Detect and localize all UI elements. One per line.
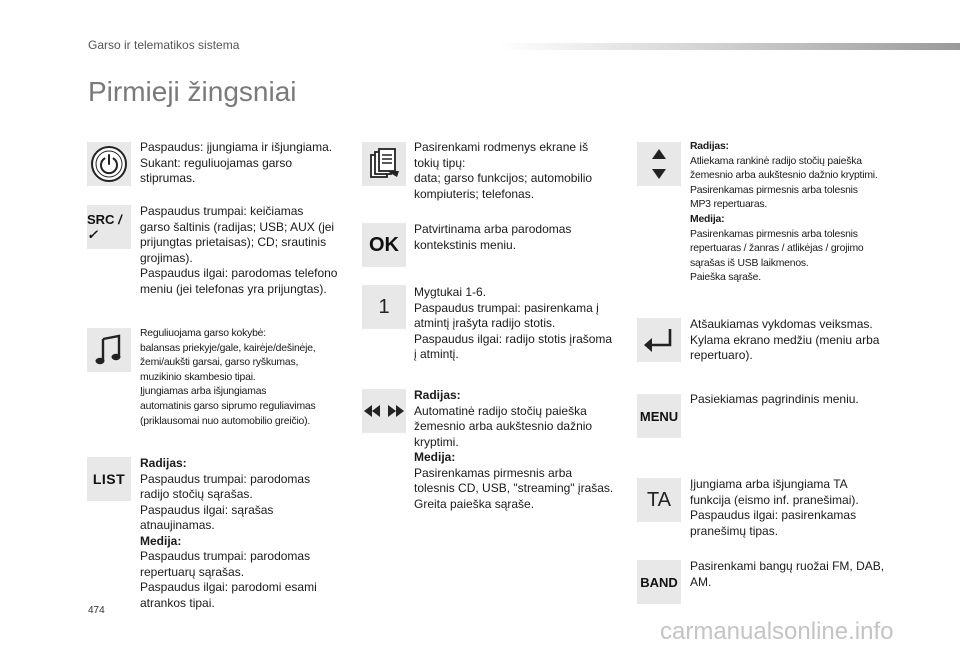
list-radio-text: Paspaudus trumpai: parodomas radijo stočių sąrašas. Paspaudus ilgai: sąrašas atnaujinamas. [140, 471, 311, 532]
src-button-icon [87, 205, 131, 249]
src-label: SRC /✓ [87, 211, 122, 242]
page-number: 474 [88, 605, 105, 616]
ta-description: Įjungiama arba išjungiama TA funkcija (eismo inf. pranešimai). Paspaudus ilgai: pasirenkamas pranešimų tipas. [690, 477, 859, 538]
updown-media-text: Pasirenkamas pirmesnis arba tolesnis repertuaras / žanras / atlikėjas / grojimo sąrašas iš USB laikmenos. Paieška sąraše. [690, 228, 864, 284]
updown-media-heading: Medija: [690, 213, 725, 225]
ok-label: OK [369, 233, 399, 256]
list-description [140, 456, 350, 611]
seek-media-text: Pasirenkamas pirmesnis arba tolesnis CD, USB, "streaming" įrašas. Greita paieška sąraše. [414, 465, 614, 511]
updown-description [690, 140, 905, 286]
back-arrow-icon [637, 318, 681, 362]
band-description: Pasirenkami bangų ruožai FM, DAB, AM. [690, 559, 885, 589]
header-gradient-bar [498, 43, 960, 50]
ta-label: TA [646, 488, 672, 511]
preset-one-icon [362, 285, 406, 329]
power-description: Paspaudus: įjungiama ir išjungiama. Sukant: reguliuojamas garso stiprumas. [140, 140, 333, 185]
src-description: Paspaudus trumpai: keičiamas garso šaltinis (radijas; USB; AUX (jei prijungtas prietaisas); CD; srautinis grojimas). Paspaudus ilgai: parodomas telefono meniu (jei telefonas yra prijungtas). [140, 204, 338, 296]
watermark-text: carmanualsonline.info [660, 618, 894, 645]
band-button-icon [637, 560, 681, 604]
list-media-text: Paspaudus trumpai: parodomas repertuarų sąrašas. Paspaudus ilgai: parodomi esami atrankos tipai. [140, 549, 317, 610]
menu-button-icon [637, 394, 681, 438]
list-label: LIST [92, 471, 126, 487]
ta-button-icon [637, 478, 681, 522]
display-pages-icon [362, 142, 406, 186]
back-description: Atšaukiamas vykdomas veiksmas. Kylama ekrano medžiu (meniu arba repertuaro). [690, 317, 880, 362]
menu-label: MENU [639, 408, 679, 424]
music-note-icon [87, 328, 131, 372]
updown-radio-heading: Radijas: [690, 141, 729, 152]
seek-radio-heading: Radijas: [414, 388, 461, 402]
seek-radio-text: Automatinė radijo stočių paieška žemesnio arba aukštesnio dažnio kryptimi. [414, 403, 593, 449]
section-header: Garso ir telematikos sistema [88, 38, 240, 52]
seek-arrows-icon [362, 389, 406, 433]
page-title: Pirmieji žingsniai [88, 76, 297, 107]
list-button-icon [87, 457, 131, 501]
seek-media-heading: Medija: [414, 450, 456, 464]
list-radio-heading: Radijas: [140, 456, 187, 470]
power-button-icon [87, 142, 131, 186]
ok-button-icon [362, 223, 406, 267]
preset-one-label: 1 [378, 295, 390, 318]
up-down-arrows-icon [637, 142, 681, 186]
updown-radio-text: Atliekama rankinė radijo stočių paieška žemesnio arba aukštesnio dažnio kryptimi. Pasirenkamas pirmesnis arba tolesnis MP3 repertuaras. [690, 155, 878, 211]
band-label: BAND [640, 574, 678, 590]
music-description: Reguliuojama garso kokybė: balansas priekyje/gale, kairėje/dešinėje, žemi/aukšti garsai, garso ryškumas, muzikinio skambesio tipai. Įjungiamas arba išjungiamas automatinis garso siprumo reguliavimas (priklausomai nuo automobilio greičio). [140, 328, 316, 427]
ok-description: Patvirtinama arba parodomas kontekstinis meniu. [414, 222, 572, 252]
display-description: Pasirenkami rodmenys ekrane iš tokių tipų: data; garso funkcijos; automobilio kompiuteris; telefonas. [414, 140, 593, 201]
menu-description: Pasiekiamas pagrindinis meniu. [690, 392, 859, 406]
preset-description: Mygtukai 1-6. Paspaudus trumpai: pasirenkama į atmintį įrašyta radijo stotis. Paspaudus ilgai: radijo stotis įrašoma į atmintį. [414, 285, 613, 361]
seek-description [414, 388, 624, 512]
list-media-heading: Medija: [140, 533, 182, 548]
